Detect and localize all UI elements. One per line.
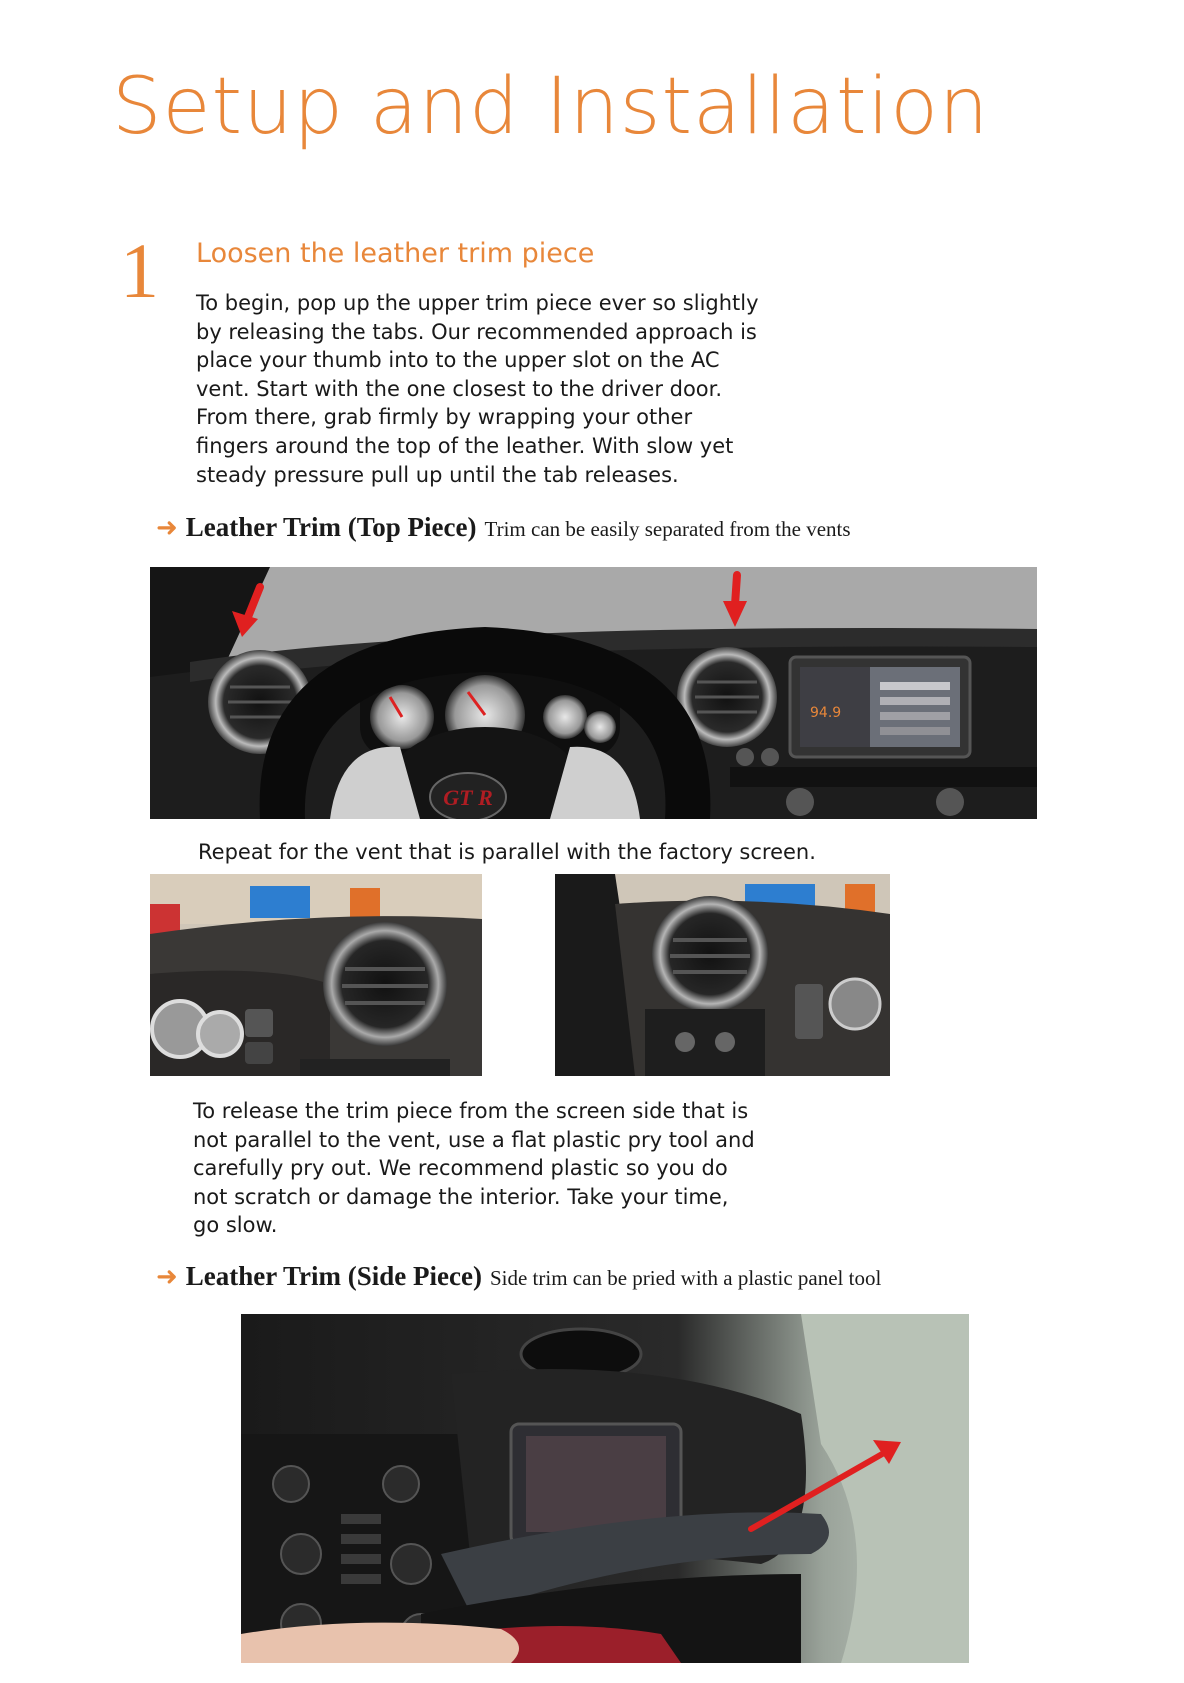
caption-subtitle: Side trim can be pried with a plastic panel tool [489, 1266, 882, 1290]
intro-line: vent. Start with the one closest to the driver door. [196, 376, 723, 401]
arrow-right-icon: ➜ [156, 513, 178, 543]
vent-photo-right [555, 874, 890, 1076]
side-trim-photo [241, 1314, 969, 1663]
caption-top-piece [156, 512, 851, 543]
caption-subtitle: Trim can be easily separated from the vents [484, 517, 851, 541]
release-line: carefully pry out. We recommend plastic so you do [193, 1156, 728, 1181]
caption-side-piece [156, 1261, 881, 1292]
arrow-right-icon: ➜ [156, 1262, 178, 1292]
dashboard-screen-value: 94.9 [810, 705, 842, 721]
page-title: Setup and Installation [112, 62, 990, 152]
dashboard-photo [150, 567, 1037, 819]
intro-line: To begin, pop up the upper trim piece ever so slightly [196, 291, 759, 315]
vent-photo-left [150, 874, 482, 1076]
svg-text:GT R: GT R [443, 785, 493, 810]
intro-line: place your thumb into to the upper slot on the AC [196, 348, 720, 373]
intro-line: by releasing the tabs. Our recommended approach is [196, 319, 757, 344]
caption-title: Leather Trim (Top Piece) [185, 512, 477, 542]
caption-title: Leather Trim (Side Piece) [185, 1261, 482, 1291]
release-paragraph [193, 1097, 755, 1240]
step-number: 1 [120, 227, 159, 314]
intro-paragraph [196, 289, 759, 489]
step-heading: Loosen the leather trim piece [196, 238, 595, 269]
release-line: not parallel to the vent, use a flat plastic pry tool and [193, 1127, 755, 1152]
release-line: not scratch or damage the interior. Take your time, [193, 1184, 729, 1209]
intro-line: From there, grab firmly by wrapping your other [196, 405, 693, 430]
release-line: go slow. [193, 1213, 278, 1238]
repeat-text: Repeat for the vent that is parallel with the factory screen. [198, 840, 816, 864]
intro-line: fingers around the top of the leather. With slow yet [196, 433, 734, 458]
intro-line: steady pressure pull up until the tab releases. [196, 462, 679, 487]
release-line: To release the trim piece from the screen side that is [193, 1099, 749, 1123]
